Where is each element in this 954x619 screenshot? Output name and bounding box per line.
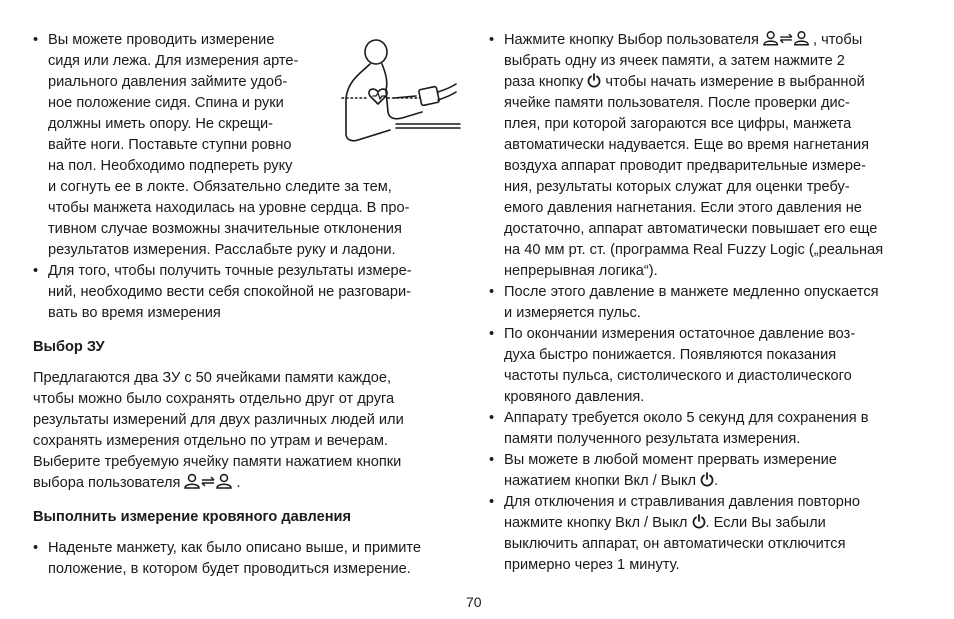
text-line: на пол. Необходимо подпереть руку: [48, 158, 293, 174]
text-line: должны иметь опору. Не скрещи-: [48, 116, 274, 132]
text-line: ное положение сидя. Спина и руки: [48, 95, 284, 111]
text-line: сидя или лежа. Для измерения арте-: [48, 53, 299, 69]
text-line: автоматически надувается. Еще во время нагнетания: [504, 137, 870, 153]
text-line: положение, в котором будет проводиться измерение.: [48, 561, 411, 577]
text-line: • Аппарату требуется около 5 секунд для сохранения в: [504, 410, 869, 426]
interrupt-item: • Вы можете в любой момент прервать измерение нажатием кнопки Вкл / Выкл .: [489, 450, 921, 492]
power-icon: [587, 73, 601, 88]
text-line: кровяного давления.: [504, 389, 645, 405]
text-line: чтобы манжета находилась на уровне сердца. В про-: [48, 200, 410, 216]
text-line: Выберите требуемую ячейку памяти нажатием кнопки: [33, 454, 402, 470]
text-line: выключить аппарат, он автоматически отключится: [504, 536, 846, 552]
text-line: выбрать одну из ячеек памяти, а затем нажмите 2: [504, 53, 845, 69]
text-line: вайте ноги. Поставьте ступни ровно: [48, 137, 292, 153]
results-item: [489, 324, 921, 408]
user-switch-icon: [763, 30, 813, 46]
text-line: результаты измерений для двух различных людей или: [33, 412, 404, 428]
memory-select-heading: Выбор ЗУ: [33, 339, 105, 355]
cuff-instructions-item: [33, 538, 465, 580]
text-line: непрерывная логика“).: [504, 263, 658, 279]
text-line: • Для того, чтобы получить точные результаты измере-: [48, 263, 412, 279]
page-number: 70: [466, 594, 482, 610]
text-line: нажмите кнопку Вкл / Выкл: [504, 515, 688, 531]
text-line: • Для отключения и стравливания давления повторно: [504, 494, 861, 510]
text-line: • Вы можете проводить измерение: [48, 32, 275, 48]
text-line: • Наденьте манжету, как было описано выше, и примите: [48, 540, 422, 556]
text-line: сохранять измерения отдельно по утрам и вечерам.: [33, 433, 388, 449]
memory-select-paragraph: Предлагаются два ЗУ с 50 ячейками памяти каждое, чтобы можно было сохранять отдельно друг от друга результаты измерений для двух различных людей или сохранять измерения отдельно по утрам и вечерам. Выберите требуемую ячейку памяти нажатием кнопки выбора пользователя .: [33, 368, 465, 494]
text-line: воздуха аппарат проводит предварительные измере-: [504, 158, 867, 174]
text-line: результатов измерения. Расслабьте руку и ладони.: [48, 242, 396, 258]
text-line: риального давления займите удоб-: [48, 74, 288, 90]
text-line: чтобы можно было сохранять отдельно друг от друга: [33, 391, 395, 407]
text-line: и согнуть ее в локте. Обязательно следите за тем,: [48, 179, 392, 195]
text-line: плея, при которой загораются все цифры, манжета: [504, 116, 852, 132]
text-line: • После этого давление в манжете медленно опускается: [504, 284, 879, 300]
start-measurement-item: [489, 30, 921, 282]
text-line: чтобы начать измерение в выбранной: [605, 74, 865, 90]
text-line: частоты пульса, систолического и диастолического: [504, 368, 852, 384]
user-switch-icon: [184, 473, 236, 489]
deflation-item: [489, 282, 921, 324]
text-line: памяти полученного результата измерения.: [504, 431, 801, 447]
text-line: • По окончании измерения остаточное давление воз-: [504, 326, 856, 342]
seating-instructions-item: [33, 30, 465, 261]
text-line: • Вы можете в любой момент прервать измерение: [504, 452, 837, 468]
text-line: . Если Вы забыли: [705, 515, 826, 531]
calm-instructions-item: [33, 261, 465, 324]
text-line: достаточно, аппарат автоматически повышает его еще: [504, 221, 878, 237]
text-line: раза кнопку: [504, 74, 584, 90]
text-line: Нажмите кнопку Выбор пользователя: [504, 32, 759, 48]
right-column: [489, 30, 921, 576]
text-line: нажатием кнопки Вкл / Выкл: [504, 473, 697, 489]
text-line: примерно через 1 минуту.: [504, 557, 680, 573]
text-line: тивном случае возможны значительные отклонения: [48, 221, 402, 237]
text-line: Предлагаются два ЗУ с 50 ячейками памяти каждое,: [33, 370, 392, 386]
text-line: духа быстро понижается. Появляются показания: [504, 347, 837, 363]
text-line: на 40 мм рт. ст. (программа Real Fuzzy Logic („реальная: [504, 242, 884, 258]
text-line: выбора пользователя: [33, 475, 181, 491]
saving-item: [489, 408, 921, 450]
text-line: ний, необходимо вести себя спокойной не разговари-: [48, 284, 412, 300]
measure-heading: Выполнить измерение кровяного давления: [33, 509, 352, 525]
text-line: , чтобы: [813, 32, 863, 48]
power-icon: [692, 514, 706, 529]
text-line: вать во время измерения: [48, 305, 221, 321]
power-icon: [700, 472, 714, 487]
left-column: [33, 30, 465, 580]
text-line: ячейке памяти пользователя. После проверки дис-: [504, 95, 850, 111]
text-line: ния, результаты которых служат для оценки требу-: [504, 179, 850, 195]
power-off-item: [489, 492, 921, 576]
text-line: и измеряется пульс.: [504, 305, 641, 321]
text-line: емого давления нагнетания. Если этого давления не: [504, 200, 862, 216]
